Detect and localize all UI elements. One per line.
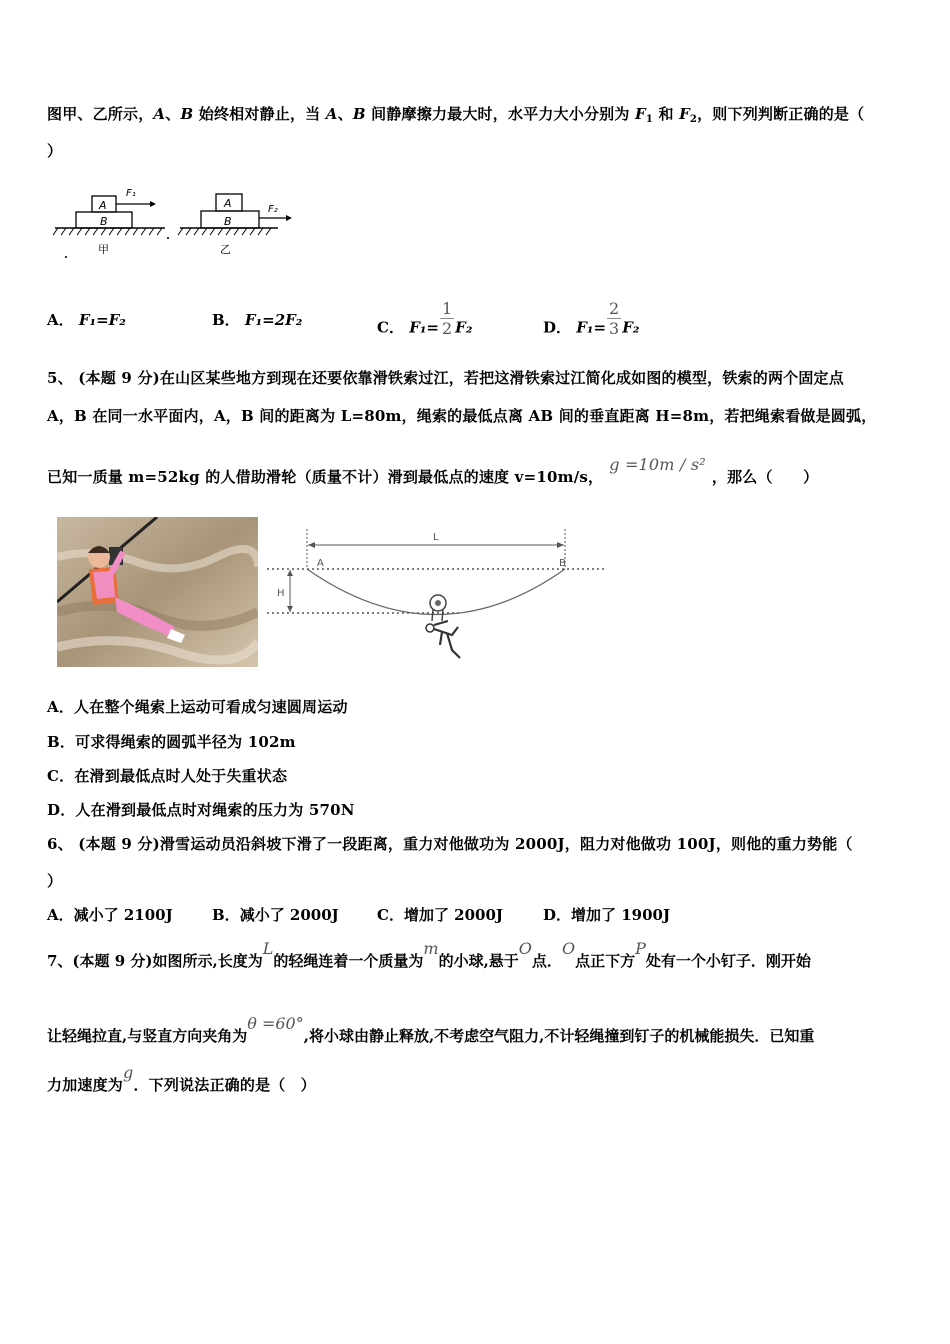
- label-h: H: [277, 588, 285, 599]
- caption-yi: 乙: [220, 243, 231, 256]
- q4-option-c: C． F₁= $\frac{1}{2}$ F₂: [377, 299, 473, 338]
- q7-line-3: 力加速度为g．下列说法正确的是（ ）: [47, 1063, 316, 1094]
- q5-option-b: B．可求得绳索的圆弧半径为 102m: [47, 733, 296, 751]
- force-label-jia: F₁: [126, 188, 136, 199]
- q4-option-a: A． F₁=F₂: [47, 311, 126, 329]
- q6-line-1: 6、 (本题 9 分)滑雪运动员沿斜坡下滑了一段距离，重力对他做功为 2000J，阻力对他做功 100J，则他的重力势能（: [47, 835, 853, 853]
- q5-line-3: 已知一质量 m=52kg 的人借助滑轮（质量不计）滑到最低点的速度 v=10m/s，g =10m / s²，那么（ ）: [47, 455, 819, 486]
- q6-line-2: ）: [47, 872, 63, 890]
- label-a-point: A: [317, 558, 324, 569]
- q7-line-2: 让轻绳拉直,与竖直方向夹角为θ =60°,将小球由静止释放,不考虑空气阻力,不计轻绳撞到钉子的机械能损失．已知重: [47, 1014, 815, 1045]
- figure-yi: [178, 194, 292, 256]
- q4-line-2: ）: [47, 142, 63, 160]
- q4-line-1: 图甲、乙所示，A、B 始终相对静止，当 A、B 间静摩擦力最大时，水平力大小分别为 $F_1$ 和 $F_2$，则下列判断正确的是（: [47, 105, 865, 125]
- q5-option-d: D．人在滑到最低点时对绳索的压力为 570N: [47, 801, 355, 819]
- label-b-jia: B: [100, 215, 108, 228]
- q5-option-a: A．人在整个绳索上运动可看成匀速圆周运动: [47, 698, 348, 716]
- q6-option-d: D．增加了 1900J: [543, 906, 671, 924]
- label-a-jia: A: [99, 199, 107, 212]
- q4-block-figure: [50, 180, 310, 260]
- angle-formula: θ =60°: [247, 1014, 304, 1033]
- q4-option-d: D． F₁= $\frac{2}{3}$ F₂: [543, 299, 640, 338]
- fraction-two-thirds: $\frac{2}{3}$: [609, 299, 620, 338]
- q5-line-1: 5、 (本题 9 分)在山区某些地方到现在还要依靠滑铁索过江，若把这滑铁索过江简化成如图的模型，铁索的两个固定点: [47, 369, 844, 387]
- zipline-diagram: [262, 525, 612, 665]
- force-label-yi: F₂: [268, 204, 278, 215]
- label-b-yi: B: [224, 215, 232, 228]
- q7-line-1: 7、(本题 9 分)如图所示,长度为L的轻绳连着一个质量为m的小球,悬于O点．O点正下方P处有一个小钉子．刚开始: [47, 939, 811, 970]
- q6-option-a: A．减小了 2100J: [47, 906, 173, 924]
- q6-option-b: B．减小了 2000J: [212, 906, 339, 924]
- photo-drawing: [57, 517, 258, 667]
- q5-option-c: C．在滑到最低点时人处于失重状态: [47, 767, 288, 785]
- q5-line-2: A，B 在同一水平面内，A，B 间的距离为 L=80m，绳索的最低点离 AB 间的垂直距离 H=8m，若把绳索看做是圆弧，: [47, 407, 877, 425]
- label-l: L: [433, 532, 439, 543]
- caption-jia: 甲: [98, 243, 109, 256]
- q6-option-c: C．增加了 2000J: [377, 906, 504, 924]
- label-b-point: B: [559, 558, 566, 569]
- fraction-one-half: $\frac{1}{2}$: [441, 299, 453, 338]
- figure-jia: [53, 188, 165, 258]
- person-figure: [426, 624, 434, 632]
- gravity-formula: g =10m / s²: [609, 455, 706, 474]
- q4-option-b: B． F₁=2F₂: [212, 311, 303, 329]
- zipline-photo: [57, 517, 258, 667]
- label-a-yi: A: [224, 197, 232, 210]
